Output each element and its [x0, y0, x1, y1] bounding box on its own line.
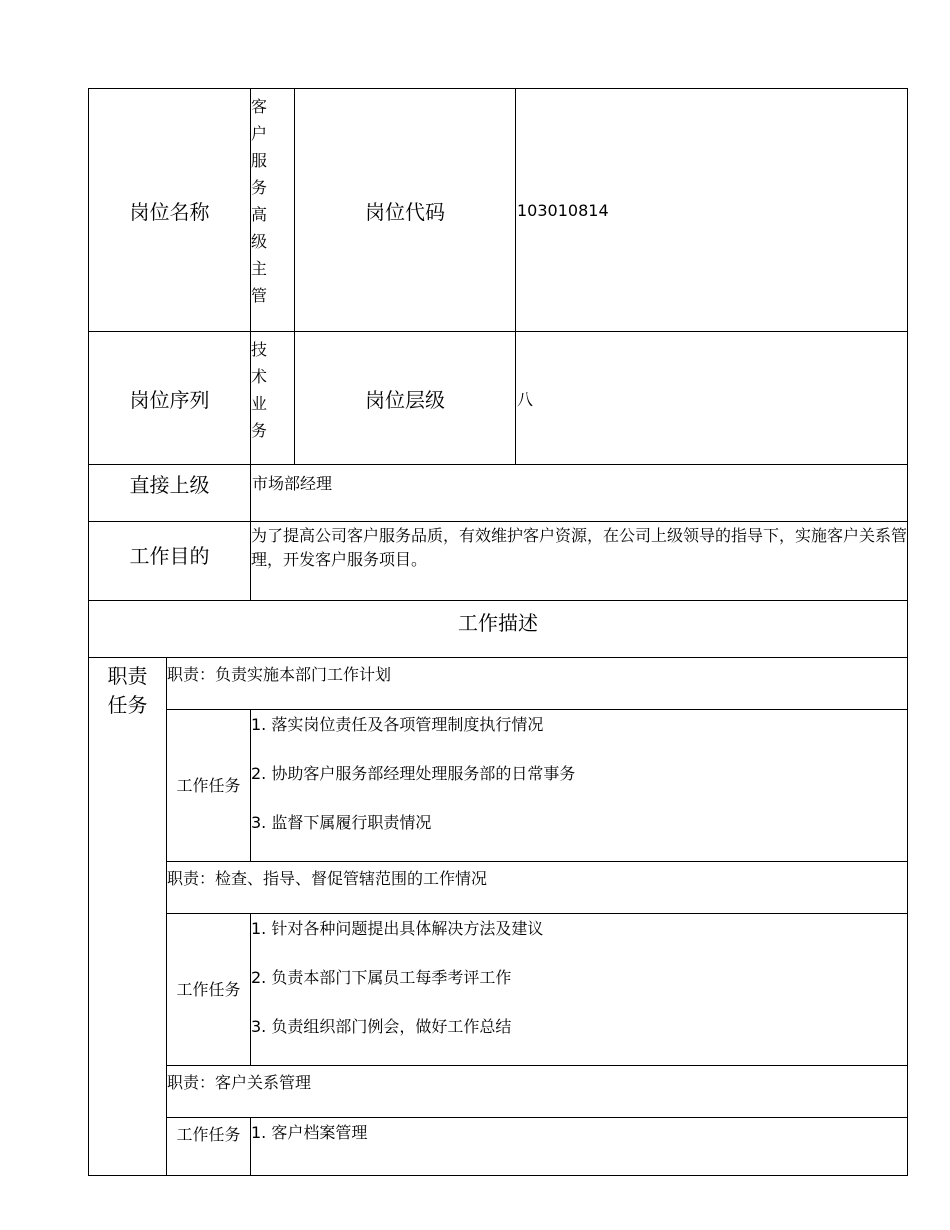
- post-name-char: 客: [251, 97, 268, 116]
- task-label: 工作任务: [167, 1118, 251, 1176]
- post-name-char: 务: [251, 178, 268, 197]
- post-name-char: 服: [251, 151, 268, 170]
- duties-side-label: [89, 658, 167, 1176]
- section-title-row: [89, 601, 908, 658]
- purpose-label: 工作目的: [89, 522, 251, 601]
- post-series-value: [251, 332, 295, 465]
- post-name-label: 岗位名称: [89, 89, 251, 332]
- section-title: 工作描述: [89, 601, 908, 658]
- duty-row: [89, 658, 908, 710]
- job-description-table: [88, 88, 908, 1176]
- task-item: 1. 客户档案管理: [251, 1123, 368, 1142]
- duty-title: 职责：客户关系管理: [167, 1066, 908, 1118]
- post-code-value: 103010814: [516, 89, 908, 332]
- post-series-char: 业: [251, 394, 268, 413]
- task-row: [89, 1118, 908, 1176]
- superior-value: 市场部经理: [251, 465, 908, 522]
- post-name-char: 管: [251, 286, 268, 305]
- task-item: 3. 监督下属履行职责情况: [251, 813, 432, 832]
- post-name-char: 级: [251, 232, 268, 251]
- post-name-row: [89, 89, 908, 332]
- purpose-row: [89, 522, 908, 601]
- post-level-value: 八: [516, 332, 908, 465]
- duties-side-label-line: 任务: [107, 693, 148, 717]
- post-series-label: 岗位序列: [89, 332, 251, 465]
- task-list: [251, 1118, 908, 1176]
- post-code-label: 岗位代码: [295, 89, 516, 332]
- post-name-value: [251, 89, 295, 332]
- purpose-value: 为了提高公司客户服务品质，有效维护客户资源，在公司上级领导的指导下，实施客户关系管理，开发客户服务项目。: [251, 522, 908, 601]
- task-item: 1. 针对各种问题提出具体解决方法及建议: [251, 919, 544, 938]
- task-row: [89, 710, 908, 862]
- duties-side-label-line: 职责: [107, 664, 148, 688]
- superior-row: [89, 465, 908, 522]
- post-name-char: 主: [251, 259, 268, 278]
- task-item: 3. 负责组织部门例会，做好工作总结: [251, 1017, 512, 1036]
- duty-row: [89, 862, 908, 914]
- post-series-char: 务: [251, 421, 268, 440]
- post-series-char: 技: [251, 340, 268, 359]
- task-item: 1. 落实岗位责任及各项管理制度执行情况: [251, 715, 544, 734]
- duty-title: 职责：检查、指导、督促管辖范围的工作情况: [167, 862, 908, 914]
- post-level-label: 岗位层级: [295, 332, 516, 465]
- duty-row: [89, 1066, 908, 1118]
- post-name-char: 户: [251, 124, 268, 143]
- post-name-char: 高: [251, 205, 268, 224]
- task-list: [251, 914, 908, 1066]
- superior-label: 直接上级: [89, 465, 251, 522]
- task-label: 工作任务: [167, 914, 251, 1066]
- task-item: 2. 负责本部门下属员工每季考评工作: [251, 968, 512, 987]
- task-list: [251, 710, 908, 862]
- post-series-row: [89, 332, 908, 465]
- duty-title: 职责：负责实施本部门工作计划: [167, 658, 908, 710]
- post-series-char: 术: [251, 367, 268, 386]
- task-label: 工作任务: [167, 710, 251, 862]
- task-item: 2. 协助客户服务部经理处理服务部的日常事务: [251, 764, 576, 783]
- task-row: [89, 914, 908, 1066]
